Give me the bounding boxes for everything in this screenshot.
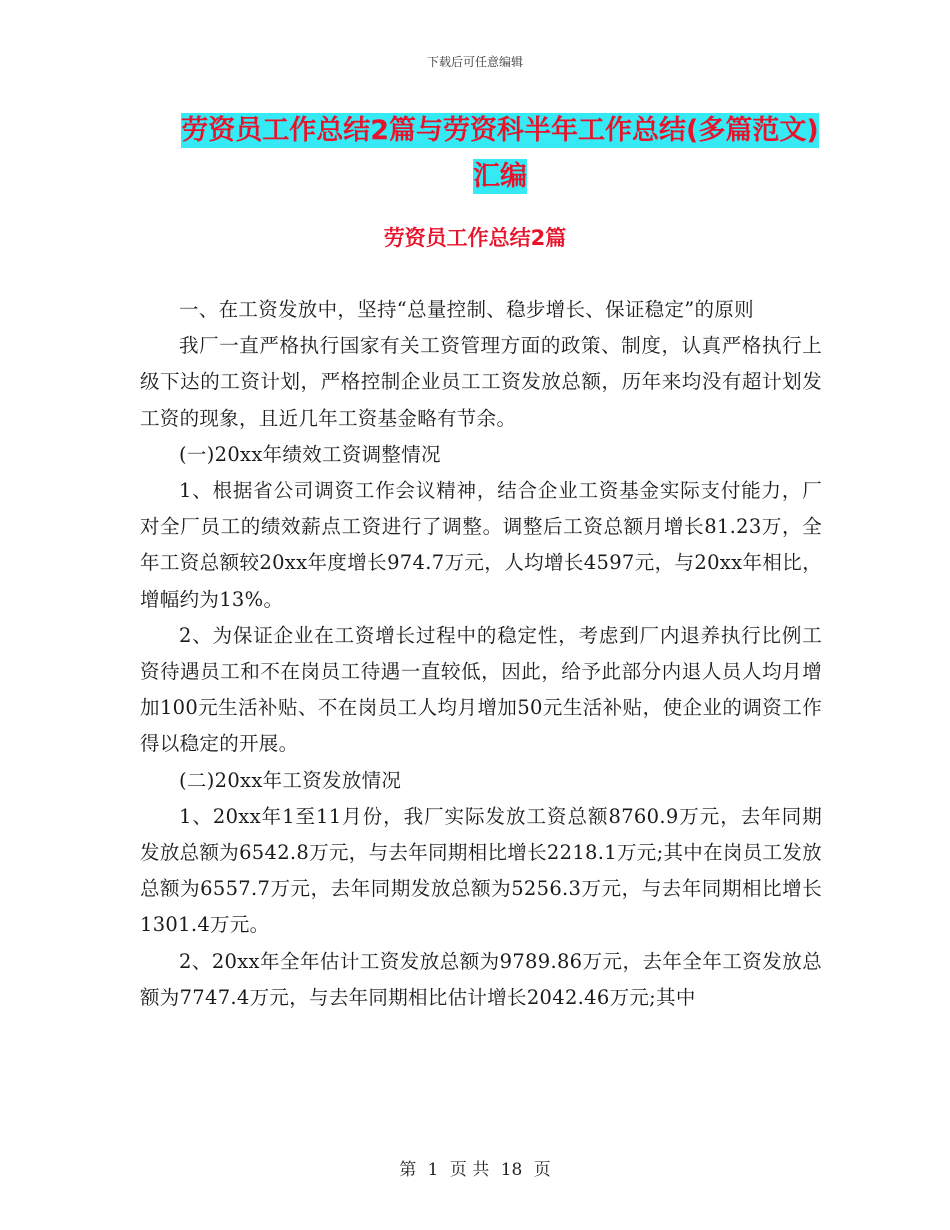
footer-page-number: 1 [427, 1160, 439, 1180]
paragraph: 2、为保证企业在工资增长过程中的稳定性，考虑到厂内退养执行比例工资待遇员工和不在岗员工待遇一直较低，因此，给予此部分内退人员人均月增加100元生活补贴、不在岗员工人均月增加50元生活补贴，使企业的调资工作得以稳定的开展。 [140, 623, 822, 756]
footer-suffix: 页 [533, 1160, 551, 1180]
document-title-text: 劳资员工作总结2篇与劳资科半年工作总结(多篇范文)汇编 [181, 115, 819, 192]
paragraph: 2、20xx年全年估计工资发放总额为9789.86万元，去年全年工资发放总额为7747.4万元，与去年同期相比估计增长2042.46万元;其中 [140, 949, 822, 1009]
header-note: 下载后可任意编辑 [426, 55, 523, 69]
paragraph: 一、在工资发放中，坚持“总量控制、稳步增长、保证稳定”的原则 [179, 298, 754, 321]
paragraph: 1、20xx年1至11月份，我厂实际发放工资总额8760.9万元，去年同期发放总额为6542.8万元，与去年同期相比增长2218.1万元;其中在岗员工发放总额为6557.7万元，去年同期发放总额为5256.3万元，与去年同期相比增长1301.4万元。 [140, 804, 822, 937]
footer-prefix: 第 [399, 1160, 417, 1180]
section-title: 劳资员工作总结2篇 [383, 226, 567, 250]
document-title [180, 108, 820, 200]
paragraph: 1、根据省公司调资工作会议精神，结合企业工资基金实际支付能力，厂对全厂员工的绩效薪点工资进行了调整。调整后工资总额月增长81.23万，全年工资总额较20xx年度增长974.7万元，人均增长4597元，与20xx年相比，增幅约为13%。 [140, 479, 822, 611]
footer-middle: 页 共 [449, 1160, 490, 1180]
paragraph: (一)20xx年绩效工资调整情况 [179, 442, 441, 466]
document-body [140, 292, 822, 1016]
paragraph: 我厂一直严格执行国家有关工资管理方面的政策、制度，认真严格执行上级下达的工资计划，严格控制企业员工工资发放总额，历年来均没有超计划发工资的现象，且近几年工资基金略有节余。 [140, 334, 822, 430]
footer-total-pages: 18 [500, 1160, 523, 1180]
paragraph: (二)20xx年工资发放情况 [179, 768, 402, 792]
page-footer [0, 1155, 950, 1180]
